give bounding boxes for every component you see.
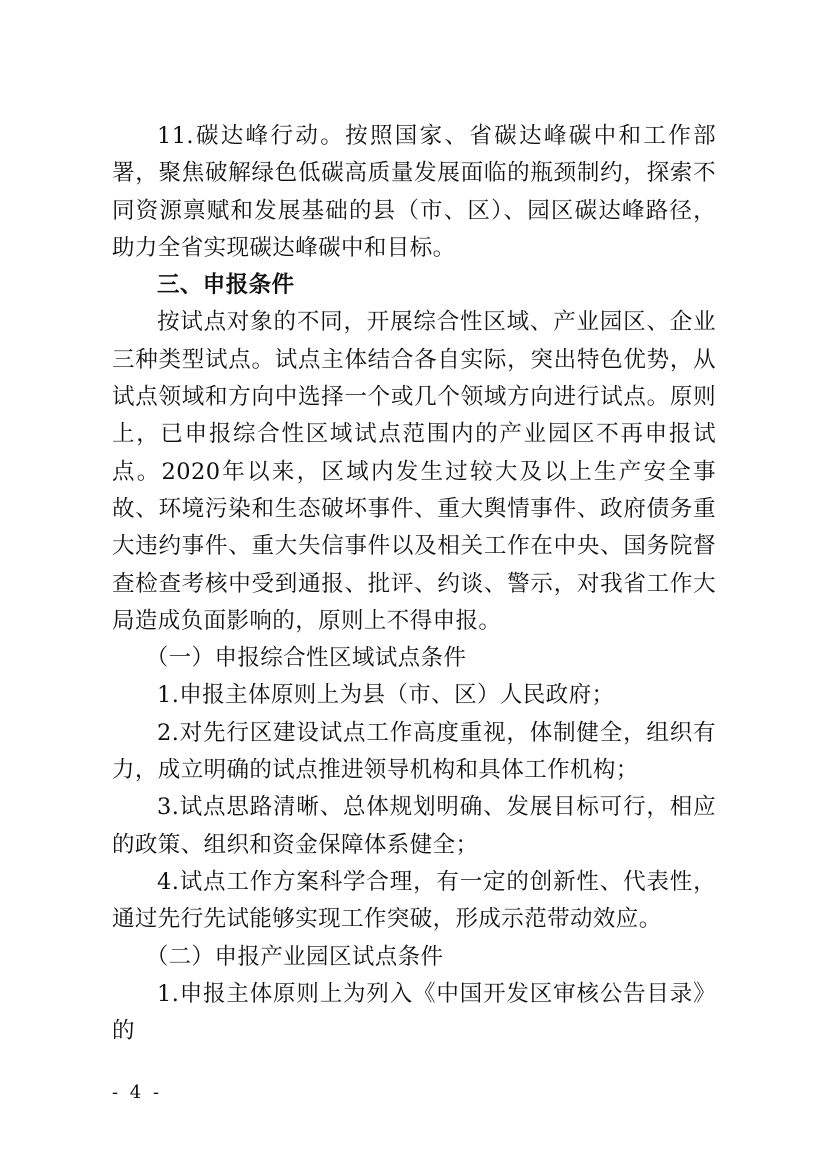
paragraph-carbon-peak-action: 11.碳达峰行动。按照国家、省碳达峰碳中和工作部署，聚焦破解绿色低碳高质量发展面临的瓶颈制约，探索不同资源禀赋和发展基础的县（市、区）、园区碳达峰路径，助力全省实现碳达峰碳中和目标。 <box>112 123 716 261</box>
list-item-park-condition-1: 1.申报主体原则上为列入《中国开发区审核公告目录》的 <box>112 980 716 1045</box>
subheading-comprehensive-region: （一）申报综合性区域试点条件 <box>145 645 467 672</box>
list-item-condition-4: 4.试点工作方案科学合理，有一定的创新性、代表性，通过先行先试能够实现工作突破，形成示范带动效应。 <box>112 868 716 933</box>
list-item-condition-2: 2.对先行区建设试点工作高度重视，体制健全，组织有力，成立明确的试点推进领导机构和具体工作机构； <box>112 719 716 784</box>
section-heading-application-conditions: 三、申报条件 <box>157 272 295 299</box>
list-item-condition-1: 1.申报主体原则上为县（市、区）人民政府； <box>157 682 615 709</box>
subheading-industrial-park: （二）申报产业园区试点条件 <box>145 943 444 970</box>
document-body <box>112 118 716 1050</box>
list-item-condition-3: 3.试点思路清晰、总体规划明确、发展目标可行，相应的政策、组织和资金保障体系健全； <box>112 794 716 858</box>
paragraph-pilot-types: 按试点对象的不同，开展综合性区域、产业园区、企业三种类型试点。试点主体结合各自实际，突出特色优势，从试点领域和方向中选择一个或几个领域方向进行试点。原则上，已申报综合性区域试点范围内的产业园区不再申报试点。2020年以来，区域内发生过较大及以上生产安全事故、环境污染和生态破坏事件、重大舆情事件、政府债务重大违约事件、重大失信事件以及相关工作在中央、国务院督查检查考核中受到通报、批评、约谈、警示，对我省工作大局造成负面影响的，原则上不得申报。 <box>112 309 716 634</box>
page-number: - 4 - <box>112 1082 163 1103</box>
